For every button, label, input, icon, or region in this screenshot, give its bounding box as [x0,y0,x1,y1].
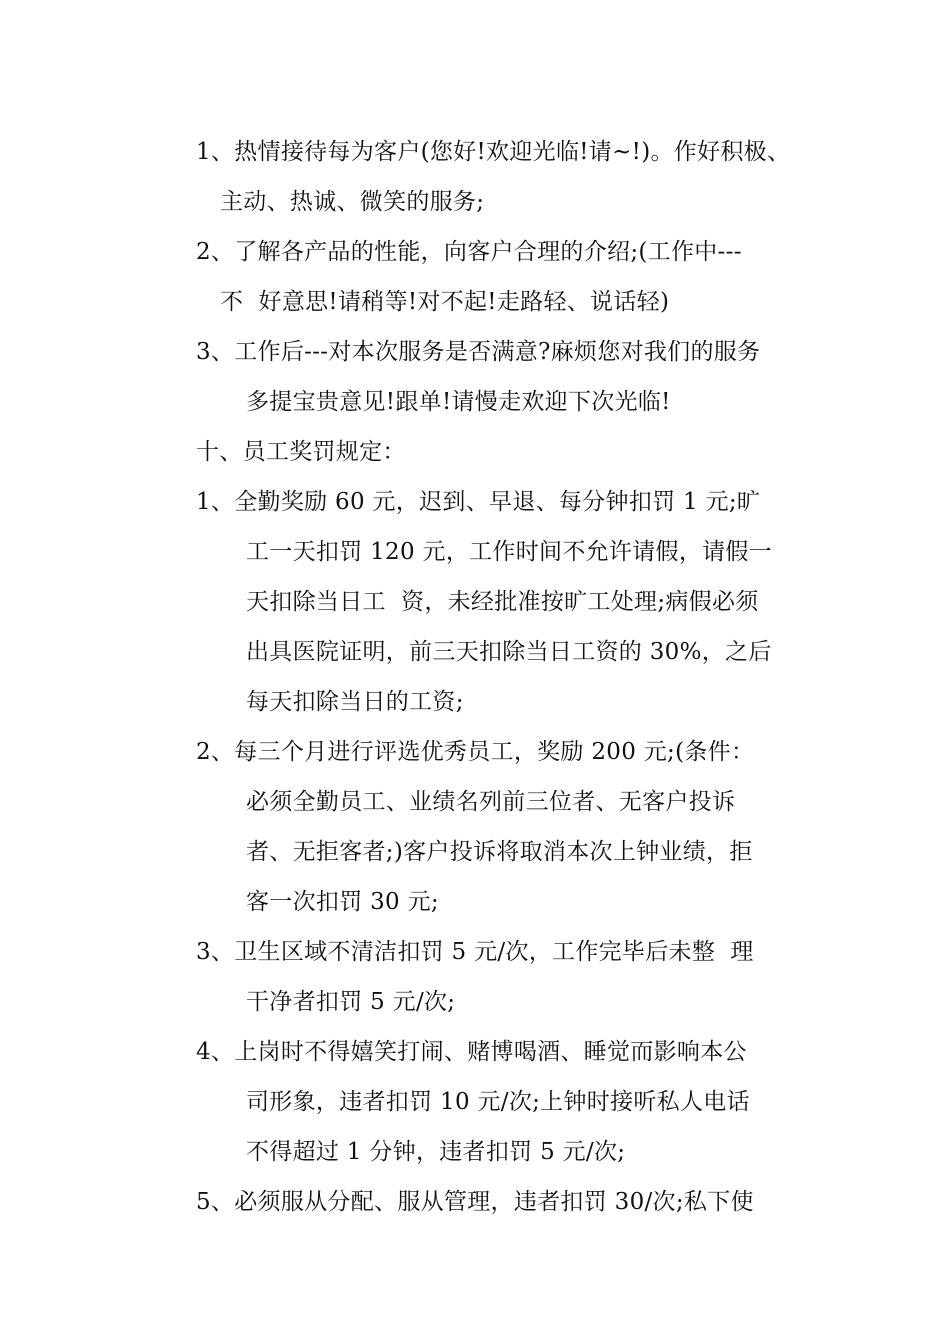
text-line: 4、上岗时不得嬉笑打闹、赌博喝酒、睡觉而影响本公 [196,1039,747,1065]
section-heading: 十、员工奖罚规定： [196,439,406,465]
text-line: 不 好意思!请稍等!对不起!走路轻、说话轻) [220,289,670,315]
text-line: 1、热情接待每为客户(您好!欢迎光临!请~!)。作好积极、 [196,139,791,165]
text-line: 干净者扣罚 5 元/次; [246,989,456,1015]
text-line: 3、卫生区域不清洁扣罚 5 元/次，工作完毕后未整 理 [196,939,754,965]
text-line: 工一天扣罚 120 元，工作时间不允许请假，请假一 [246,539,773,565]
text-line: 客一次扣罚 30 元; [246,889,439,915]
text-line: 多提宝贵意见!跟单!请慢走欢迎下次光临! [246,389,671,415]
text-line: 不得超过 1 分钟，违者扣罚 5 元/次; [246,1139,626,1165]
text-line: 天扣除当日工 资，未经批准按旷工处理;病假必须 [246,589,759,615]
text-line: 必须全勤员工、业绩名列前三位者、无客户投诉 [246,789,736,815]
text-line: 1、全勤奖励 60 元，迟到、早退、每分钟扣罚 1 元;旷 [196,489,761,515]
text-line: 2、了解各产品的性能，向客户合理的介绍;(工作中--- [196,239,742,265]
text-line: 每天扣除当日的工资; [246,689,464,715]
text-line: 2、每三个月进行评选优秀员工，奖励 200 元;(条件： [196,739,755,765]
text-line: 出具医院证明，前三天扣除当日工资的 30%，之后 [246,639,772,665]
text-line: 司形象，违者扣罚 10 元/次;上钟时接听私人电话 [246,1089,750,1115]
text-line: 3、工作后---对本次服务是否满意?麻烦您对我们的服务 [196,339,761,365]
text-line: 者、无拒客者;)客户投诉将取消本次上钟业绩，拒 [246,839,753,865]
text-line: 5、必须服从分配、服从管理，违者扣罚 30/次;私下使 [196,1189,754,1215]
text-line: 主动、热诚、微笑的服务; [220,189,485,215]
